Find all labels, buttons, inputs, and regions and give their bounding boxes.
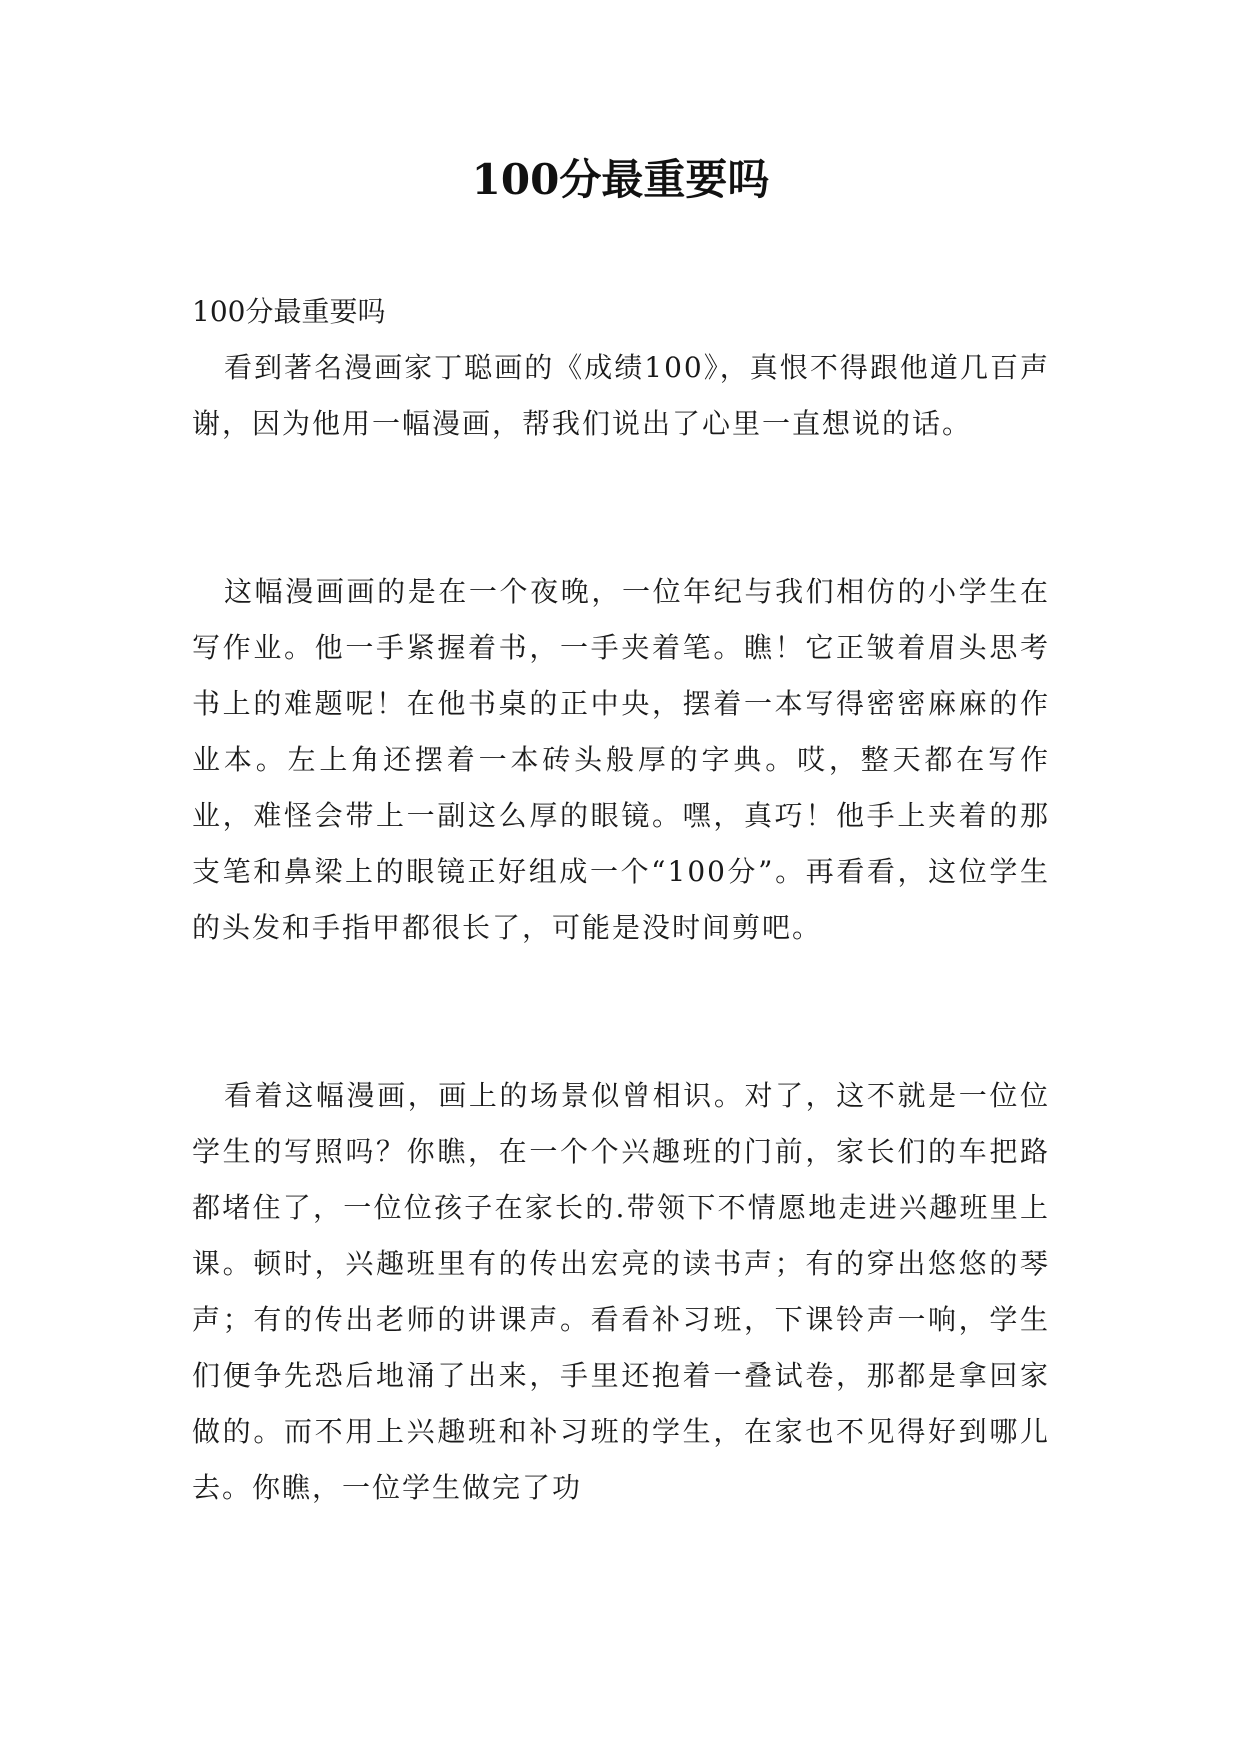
paragraph-2: 这幅漫画画的是在一个夜晚，一位年纪与我们相仿的小学生在写作业。他一手紧握着书，一手夹着笔。瞧！它正皱着眉头思考书上的难题呢！在他书桌的正中央，摆着一本写得密密麻麻的作业本。左上角还摆着一本砖头般厚的字典。哎，整天都在写作业，难怪会带上一副这么厚的眼镜。嘿，真巧！他手上夹着的那支笔和鼻梁上的眼镜正好组成一个“100分”。再看看，这位学生的头发和手指甲都很长了，可能是没时间剪吧。 — [192, 575, 1050, 944]
paragraph-1: 看到著名漫画家丁聪画的《成绩100》，真恨不得跟他道几百声谢，因为他用一幅漫画，帮我们说出了心里一直想说的话。 — [192, 351, 1050, 440]
paragraph-3: 看着这幅漫画，画上的场景似曾相识。对了，这不就是一位位学生的写照吗？你瞧，在一个个兴趣班的门前，家长们的车把路都堵住了，一位位孩子在家长的.带领下不情愿地走进兴趣班里上课。顿时，兴趣班里有的传出宏亮的读书声；有的穿出悠悠的琴声；有的传出老师的讲课声。看看补习班，下课铃声一响，学生们便争先恐后地涌了出来，手里还抱着一叠试卷，那都是拿回家做的。而不用上兴趣班和补习班的学生，在家也不见得好到哪儿去。你瞧，一位学生做完了功 — [192, 1079, 1050, 1504]
paragraph-spacer — [192, 452, 1050, 564]
article-subtitle: 100分最重要吗 — [192, 295, 386, 328]
page-title: 100分最重要吗 — [471, 155, 770, 204]
paragraph-spacer — [192, 956, 1050, 1068]
document-body — [192, 284, 1050, 1516]
